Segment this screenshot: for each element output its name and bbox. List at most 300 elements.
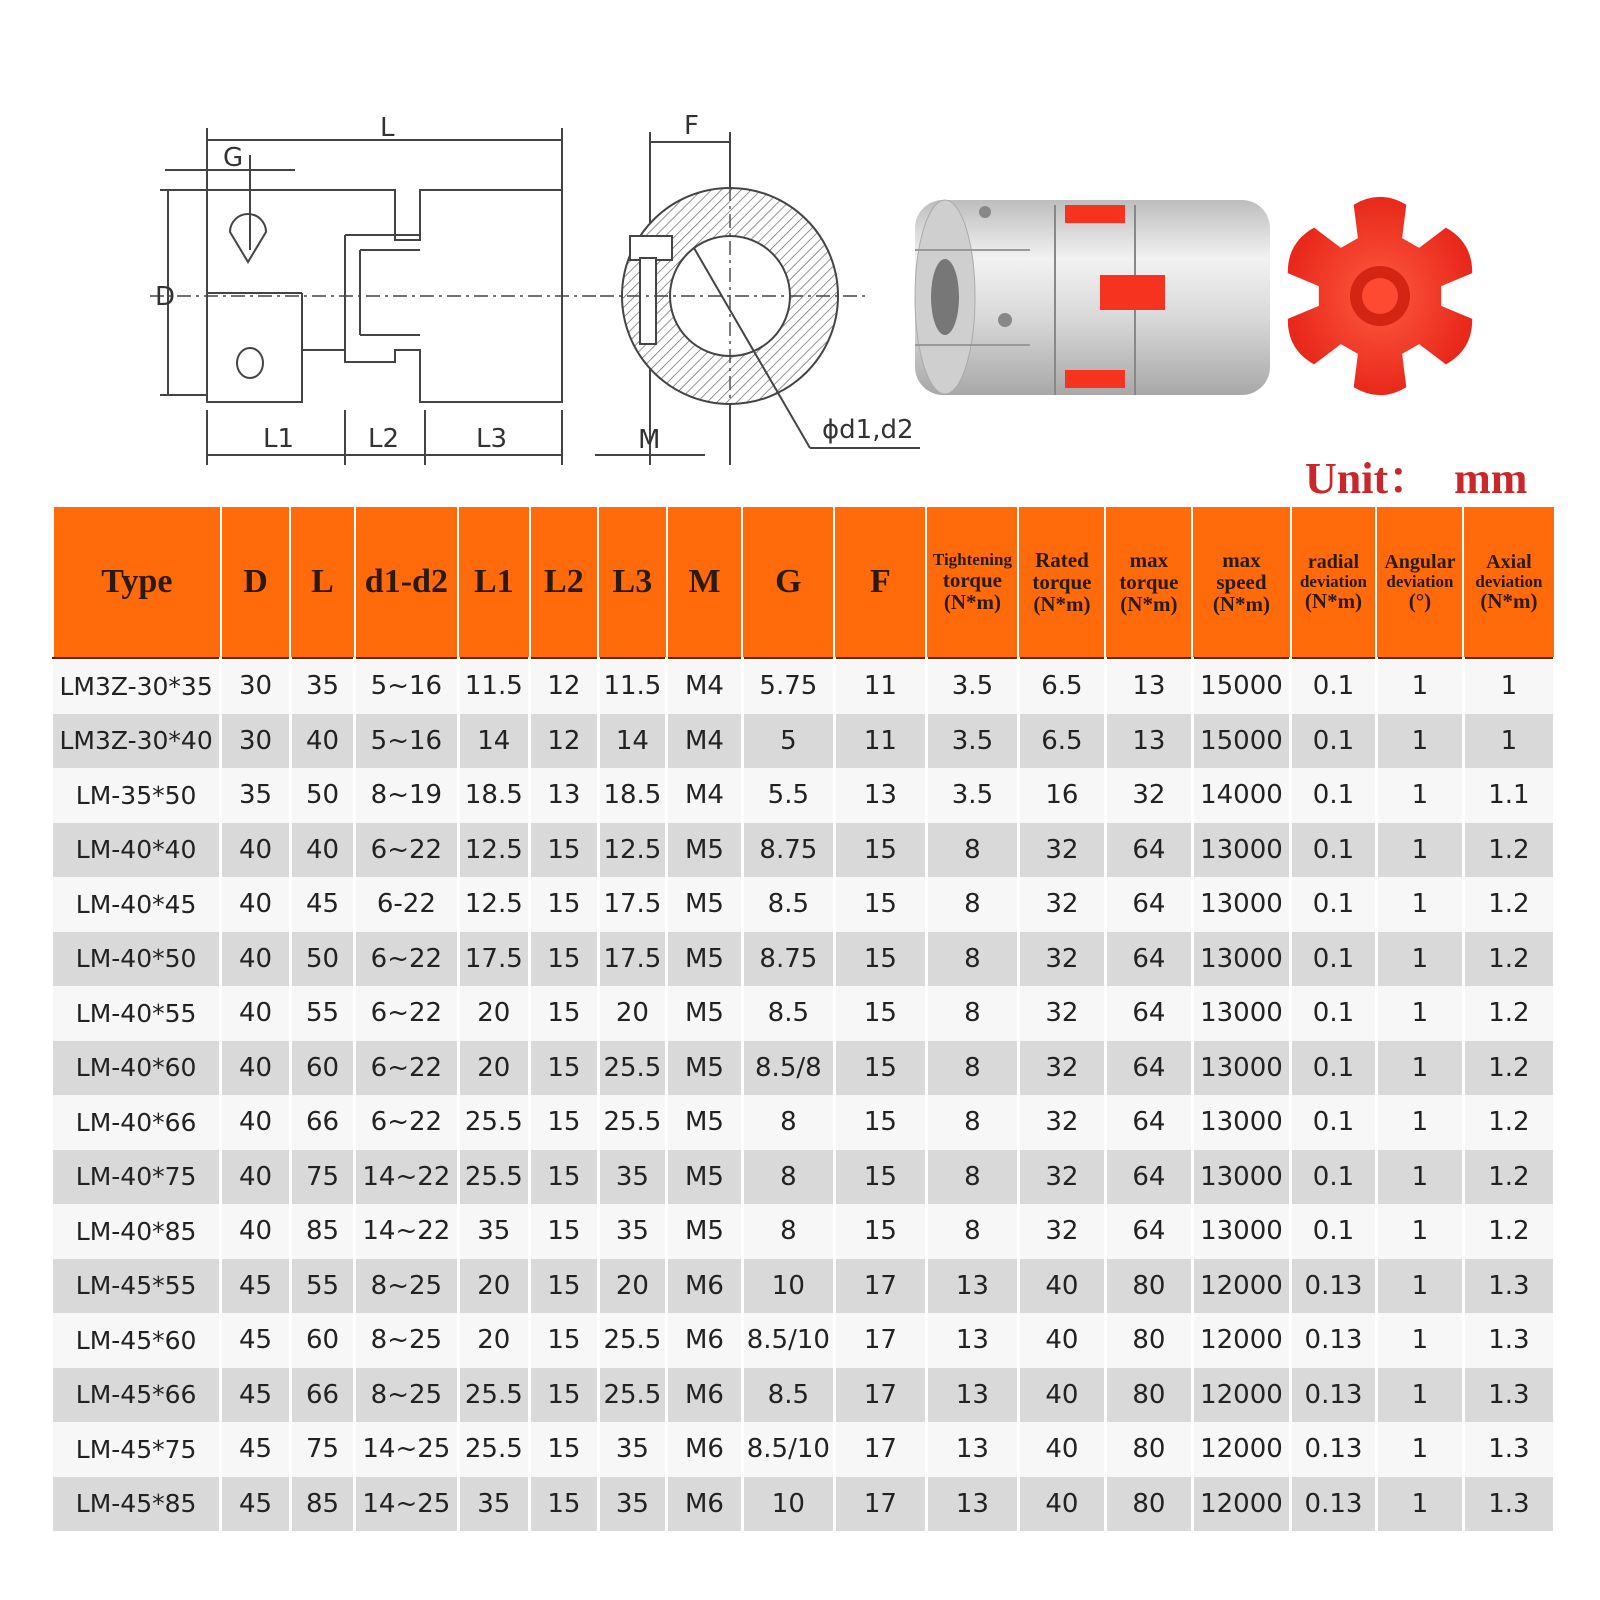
column-header-M [667, 506, 743, 658]
table-cell-L: 35 [290, 658, 354, 714]
table-cell-D: 45 [221, 1477, 291, 1532]
column-header-line: (N*m) [943, 589, 1002, 614]
table-cell-type: LM-45*60 [53, 1313, 221, 1368]
table-cell-maxs: 15000 [1192, 714, 1290, 769]
table-cell-angular: 1 [1376, 1259, 1463, 1314]
table-row [53, 714, 1555, 769]
table-cell-G: 8.5 [742, 877, 834, 932]
table-cell-L2: 12 [530, 714, 599, 769]
table-cell-L3: 25.5 [598, 1313, 667, 1368]
column-header-line: (N*m) [1212, 592, 1271, 617]
table-cell-tight: 8 [926, 1150, 1018, 1205]
table-cell-D: 45 [221, 1313, 291, 1368]
table-cell-F: 15 [834, 1095, 926, 1150]
table-cell-G: 10 [742, 1259, 834, 1314]
table-cell-L1: 14 [458, 714, 530, 769]
table-cell-radial: 0.1 [1291, 658, 1377, 714]
table-cell-maxs: 13000 [1192, 1095, 1290, 1150]
table-cell-type: LM-45*85 [53, 1477, 221, 1532]
column-header-tight [926, 506, 1018, 658]
table-cell-L1: 20 [458, 986, 530, 1041]
table-cell-rated: 16 [1018, 768, 1105, 823]
table-cell-L1: 25.5 [458, 1150, 530, 1205]
table-cell-axial: 1.2 [1463, 1041, 1554, 1096]
table-row [53, 823, 1555, 878]
table-cell-maxt: 64 [1105, 1041, 1192, 1096]
table-cell-rated: 40 [1018, 1313, 1105, 1368]
table-cell-d1d2: 6~22 [355, 986, 458, 1041]
table-row [53, 877, 1555, 932]
table-cell-tight: 8 [926, 1041, 1018, 1096]
table-cell-type: LM-40*50 [53, 932, 221, 987]
table-header-row [53, 506, 1555, 658]
table-cell-radial: 0.1 [1291, 823, 1377, 878]
table-cell-L2: 15 [530, 1368, 599, 1423]
table-cell-axial: 1.2 [1463, 877, 1554, 932]
table-cell-maxt: 80 [1105, 1259, 1192, 1314]
table-cell-L: 75 [290, 1150, 354, 1205]
table-cell-d1d2: 5~16 [355, 658, 458, 714]
column-header-maxs [1192, 506, 1290, 658]
table-cell-type: LM-40*60 [53, 1041, 221, 1096]
table-cell-axial: 1 [1463, 714, 1554, 769]
table-cell-tight: 3.5 [926, 658, 1018, 714]
table-cell-radial: 0.1 [1291, 932, 1377, 987]
table-cell-maxt: 64 [1105, 1095, 1192, 1150]
table-cell-tight: 13 [926, 1422, 1018, 1477]
table-cell-angular: 1 [1376, 1095, 1463, 1150]
table-cell-maxt: 64 [1105, 932, 1192, 987]
table-cell-D: 40 [221, 1041, 291, 1096]
table-cell-maxs: 13000 [1192, 1041, 1290, 1096]
table-cell-L3: 25.5 [598, 1041, 667, 1096]
table-cell-axial: 1.2 [1463, 986, 1554, 1041]
table-cell-type: LM-45*66 [53, 1368, 221, 1423]
table-cell-type: LM-45*75 [53, 1422, 221, 1477]
table-cell-L3: 35 [598, 1150, 667, 1205]
table-cell-axial: 1.1 [1463, 768, 1554, 823]
table-cell-maxt: 64 [1105, 877, 1192, 932]
table-cell-maxs: 13000 [1192, 1204, 1290, 1259]
table-cell-axial: 1.2 [1463, 932, 1554, 987]
table-cell-M: M5 [667, 1204, 743, 1259]
table-cell-angular: 1 [1376, 932, 1463, 987]
column-header-line: (N*m) [1033, 592, 1091, 617]
table-cell-radial: 0.13 [1291, 1477, 1377, 1532]
table-cell-maxs: 13000 [1192, 877, 1290, 932]
table-cell-F: 11 [834, 714, 926, 769]
table-cell-M: M5 [667, 1150, 743, 1205]
table-cell-maxt: 32 [1105, 768, 1192, 823]
column-header-label: M [688, 563, 721, 601]
table-cell-axial: 1.3 [1463, 1259, 1554, 1314]
table-cell-D: 40 [221, 932, 291, 987]
table-cell-L: 40 [290, 714, 354, 769]
table-cell-type: LM3Z-30*35 [53, 658, 221, 714]
table-cell-maxs: 13000 [1192, 986, 1290, 1041]
column-header-F [834, 506, 926, 658]
table-cell-L2: 15 [530, 1150, 599, 1205]
table-cell-L3: 17.5 [598, 877, 667, 932]
table-cell-rated: 6.5 [1018, 658, 1105, 714]
table-cell-L: 85 [290, 1204, 354, 1259]
column-header-line: Tightening [932, 550, 1012, 570]
table-cell-G: 8.5/8 [742, 1041, 834, 1096]
table-cell-G: 8 [742, 1095, 834, 1150]
table-cell-D: 40 [221, 1204, 291, 1259]
table-cell-maxs: 14000 [1192, 768, 1290, 823]
table-cell-maxt: 64 [1105, 823, 1192, 878]
table-cell-L1: 11.5 [458, 658, 530, 714]
table-cell-radial: 0.1 [1291, 986, 1377, 1041]
table-cell-tight: 8 [926, 823, 1018, 878]
table-cell-L2: 15 [530, 1095, 599, 1150]
table-cell-rated: 32 [1018, 1204, 1105, 1259]
table-cell-G: 8.5/10 [742, 1422, 834, 1477]
table-cell-tight: 13 [926, 1368, 1018, 1423]
table-row [53, 658, 1555, 714]
table-cell-L2: 15 [530, 823, 599, 878]
table-cell-angular: 1 [1376, 1368, 1463, 1423]
table-cell-maxt: 64 [1105, 1150, 1192, 1205]
table-cell-L: 45 [290, 877, 354, 932]
table-cell-L: 40 [290, 823, 354, 878]
table-cell-L1: 18.5 [458, 768, 530, 823]
table-cell-maxs: 12000 [1192, 1368, 1290, 1423]
table-cell-L3: 14 [598, 714, 667, 769]
table-cell-maxs: 12000 [1192, 1477, 1290, 1532]
table-cell-L: 60 [290, 1313, 354, 1368]
table-cell-maxs: 13000 [1192, 932, 1290, 987]
table-cell-M: M6 [667, 1422, 743, 1477]
table-cell-G: 8.5/10 [742, 1313, 834, 1368]
table-cell-maxs: 12000 [1192, 1259, 1290, 1314]
table-cell-d1d2: 8~19 [355, 768, 458, 823]
dim-label-M: M [638, 425, 661, 455]
table-cell-angular: 1 [1376, 986, 1463, 1041]
table-cell-rated: 32 [1018, 877, 1105, 932]
table-cell-L1: 20 [458, 1313, 530, 1368]
table-cell-F: 13 [834, 768, 926, 823]
table-cell-F: 17 [834, 1368, 926, 1423]
table-cell-radial: 0.13 [1291, 1422, 1377, 1477]
table-cell-M: M5 [667, 1041, 743, 1096]
table-cell-axial: 1.3 [1463, 1368, 1554, 1423]
table-cell-tight: 3.5 [926, 768, 1018, 823]
table-cell-rated: 6.5 [1018, 714, 1105, 769]
table-cell-tight: 8 [926, 986, 1018, 1041]
column-header-line: radial [1307, 550, 1360, 573]
table-cell-type: LM-40*45 [53, 877, 221, 932]
column-header-line: (N*m) [1480, 589, 1538, 614]
table-cell-M: M5 [667, 1095, 743, 1150]
table-cell-D: 40 [221, 823, 291, 878]
table-cell-M: M4 [667, 658, 743, 714]
table-cell-F: 15 [834, 932, 926, 987]
table-cell-angular: 1 [1376, 1041, 1463, 1096]
table-cell-M: M5 [667, 823, 743, 878]
table-row [53, 1313, 1555, 1368]
column-header-line: deviation [1299, 571, 1368, 591]
table-cell-maxs: 12000 [1192, 1313, 1290, 1368]
table-row [53, 768, 1555, 823]
table-cell-maxt: 80 [1105, 1368, 1192, 1423]
table-cell-L3: 12.5 [598, 823, 667, 878]
dim-label-L3: L3 [476, 424, 508, 454]
table-cell-L1: 25.5 [458, 1422, 530, 1477]
table-cell-L1: 35 [458, 1204, 530, 1259]
table-cell-D: 40 [221, 986, 291, 1041]
table-cell-F: 15 [834, 1150, 926, 1205]
table-cell-angular: 1 [1376, 768, 1463, 823]
table-cell-radial: 0.1 [1291, 714, 1377, 769]
table-cell-axial: 1.2 [1463, 1095, 1554, 1150]
column-header-line: torque [1119, 569, 1179, 594]
table-cell-d1d2: 5~16 [355, 714, 458, 769]
table-cell-M: M6 [667, 1368, 743, 1423]
table-cell-maxt: 80 [1105, 1477, 1192, 1532]
table-cell-M: M5 [667, 877, 743, 932]
coupling-photo [915, 200, 1270, 395]
column-header-line: (N*m) [1304, 589, 1363, 614]
table-cell-radial: 0.1 [1291, 1150, 1377, 1205]
specification-table [52, 505, 1556, 1531]
table-cell-type: LM-40*85 [53, 1204, 221, 1259]
table-cell-radial: 0.13 [1291, 1259, 1377, 1314]
table-cell-angular: 1 [1376, 1313, 1463, 1368]
table-cell-L3: 18.5 [598, 768, 667, 823]
table-cell-D: 45 [221, 1259, 291, 1314]
table-cell-maxs: 13000 [1192, 823, 1290, 878]
column-header-line: max [1129, 547, 1169, 572]
table-cell-type: LM-40*75 [53, 1150, 221, 1205]
table-cell-L3: 20 [598, 1259, 667, 1314]
table-row [53, 1422, 1555, 1477]
table-row [53, 1259, 1555, 1314]
technical-drawing [0, 0, 1600, 480]
table-cell-L: 50 [290, 768, 354, 823]
table-cell-L3: 17.5 [598, 932, 667, 987]
table-cell-G: 8 [742, 1150, 834, 1205]
table-cell-L2: 12 [530, 658, 599, 714]
column-header-line: max [1222, 547, 1261, 572]
column-header-line: torque [1032, 569, 1092, 594]
table-cell-L1: 20 [458, 1259, 530, 1314]
column-header-label: G [775, 563, 802, 601]
column-header-label: d1-d2 [364, 563, 448, 601]
column-header-line: deviation [1475, 571, 1543, 591]
column-header-line: deviation [1386, 571, 1454, 591]
table-cell-axial: 1.3 [1463, 1477, 1554, 1532]
table-cell-G: 5 [742, 714, 834, 769]
column-header-D [221, 506, 291, 658]
table-cell-type: LM-40*40 [53, 823, 221, 878]
table-cell-axial: 1 [1463, 658, 1554, 714]
table-cell-rated: 32 [1018, 986, 1105, 1041]
table-cell-M: M4 [667, 768, 743, 823]
table-cell-L: 66 [290, 1368, 354, 1423]
column-header-line: torque [942, 567, 1002, 592]
table-cell-L2: 15 [530, 1422, 599, 1477]
table-cell-type: LM-40*55 [53, 986, 221, 1041]
table-cell-M: M5 [667, 932, 743, 987]
column-header-label: F [870, 563, 891, 601]
table-cell-F: 15 [834, 986, 926, 1041]
table-row [53, 986, 1555, 1041]
table-cell-L2: 15 [530, 932, 599, 987]
table-cell-L3: 35 [598, 1477, 667, 1532]
table-cell-maxt: 80 [1105, 1422, 1192, 1477]
table-cell-d1d2: 6~22 [355, 823, 458, 878]
table-cell-G: 8 [742, 1204, 834, 1259]
table-cell-d1d2: 14~25 [355, 1477, 458, 1532]
table-cell-D: 40 [221, 1095, 291, 1150]
table-cell-type: LM3Z-30*40 [53, 714, 221, 769]
unit-label: Unit： mm [1305, 454, 1528, 503]
table-cell-L: 50 [290, 932, 354, 987]
column-header-maxt [1105, 506, 1192, 658]
table-cell-rated: 32 [1018, 823, 1105, 878]
table-cell-L: 66 [290, 1095, 354, 1150]
table-row [53, 1041, 1555, 1096]
table-cell-L3: 35 [598, 1422, 667, 1477]
table-cell-rated: 32 [1018, 1095, 1105, 1150]
column-header-label: L2 [544, 563, 584, 601]
table-row [53, 1204, 1555, 1259]
table-cell-L2: 15 [530, 877, 599, 932]
table-cell-angular: 1 [1376, 823, 1463, 878]
table-cell-G: 10 [742, 1477, 834, 1532]
table-cell-d1d2: 6-22 [355, 877, 458, 932]
table-cell-L: 75 [290, 1422, 354, 1477]
column-header-L3 [598, 506, 667, 658]
table-cell-d1d2: 8~25 [355, 1313, 458, 1368]
table-cell-tight: 13 [926, 1477, 1018, 1532]
table-cell-L2: 15 [530, 1041, 599, 1096]
table-cell-rated: 40 [1018, 1368, 1105, 1423]
table-cell-radial: 0.1 [1291, 768, 1377, 823]
table-cell-tight: 8 [926, 1095, 1018, 1150]
dim-label-D: D [155, 282, 176, 312]
table-cell-L3: 25.5 [598, 1095, 667, 1150]
table-cell-maxs: 15000 [1192, 658, 1290, 714]
column-header-label: L1 [473, 563, 514, 601]
table-cell-F: 17 [834, 1477, 926, 1532]
table-cell-M: M5 [667, 986, 743, 1041]
table-cell-maxt: 80 [1105, 1313, 1192, 1368]
column-header-rated [1018, 506, 1105, 658]
table-cell-type: LM-45*55 [53, 1259, 221, 1314]
table-cell-L2: 15 [530, 1313, 599, 1368]
table-cell-radial: 0.13 [1291, 1368, 1377, 1423]
table-cell-maxs: 12000 [1192, 1422, 1290, 1477]
table-cell-L1: 25.5 [458, 1368, 530, 1423]
table-cell-maxs: 13000 [1192, 1150, 1290, 1205]
side-view-drawing [150, 128, 600, 465]
dim-label-L1: L1 [263, 424, 295, 454]
table-cell-type: LM-35*50 [53, 768, 221, 823]
table-cell-L1: 12.5 [458, 877, 530, 932]
column-header-L1 [458, 506, 530, 658]
table-cell-M: M6 [667, 1477, 743, 1532]
column-header-d1d2 [355, 506, 458, 658]
dim-label-F: F [684, 111, 699, 141]
column-header-type [53, 506, 221, 658]
spider-insert-photo [1288, 197, 1472, 395]
table-cell-axial: 1.2 [1463, 823, 1554, 878]
dim-label-bore: ϕd1,d2 [822, 415, 914, 445]
dim-label-L: L [380, 113, 395, 143]
table-cell-d1d2: 8~25 [355, 1368, 458, 1423]
table-cell-L1: 17.5 [458, 932, 530, 987]
table-cell-radial: 0.13 [1291, 1313, 1377, 1368]
table-cell-L2: 15 [530, 1477, 599, 1532]
table-cell-L2: 15 [530, 986, 599, 1041]
table-cell-L3: 11.5 [598, 658, 667, 714]
table-cell-L1: 20 [458, 1041, 530, 1096]
table-cell-axial: 1.3 [1463, 1313, 1554, 1368]
table-row [53, 1150, 1555, 1205]
table-cell-angular: 1 [1376, 1477, 1463, 1532]
table-cell-angular: 1 [1376, 714, 1463, 769]
table-cell-maxt: 64 [1105, 1204, 1192, 1259]
column-header-line: (°) [1408, 589, 1432, 614]
table-cell-axial: 1.3 [1463, 1422, 1554, 1477]
table-cell-radial: 0.1 [1291, 1041, 1377, 1096]
column-header-axial [1463, 506, 1554, 658]
table-cell-radial: 0.1 [1291, 877, 1377, 932]
table-cell-angular: 1 [1376, 1422, 1463, 1477]
table-cell-L2: 15 [530, 1204, 599, 1259]
column-header-line: Axial [1486, 550, 1532, 573]
table-cell-F: 15 [834, 1204, 926, 1259]
table-cell-rated: 32 [1018, 1150, 1105, 1205]
table-cell-F: 17 [834, 1313, 926, 1368]
table-row [53, 1477, 1555, 1532]
table-cell-maxt: 13 [1105, 714, 1192, 769]
table-cell-M: M6 [667, 1313, 743, 1368]
table-cell-L: 55 [290, 1259, 354, 1314]
table-cell-d1d2: 6~22 [355, 932, 458, 987]
table-cell-L3: 20 [598, 986, 667, 1041]
table-cell-G: 5.5 [742, 768, 834, 823]
table-cell-angular: 1 [1376, 1204, 1463, 1259]
column-header-L2 [530, 506, 599, 658]
table-cell-angular: 1 [1376, 877, 1463, 932]
table-cell-F: 15 [834, 1041, 926, 1096]
table-cell-L3: 35 [598, 1204, 667, 1259]
table-cell-F: 11 [834, 658, 926, 714]
table-cell-G: 8.75 [742, 823, 834, 878]
table-cell-type: LM-40*66 [53, 1095, 221, 1150]
table-cell-M: M6 [667, 1259, 743, 1314]
table-cell-d1d2: 6~22 [355, 1095, 458, 1150]
column-header-line: Rated [1035, 547, 1089, 572]
table-cell-tight: 13 [926, 1259, 1018, 1314]
table-cell-L: 60 [290, 1041, 354, 1096]
table-cell-rated: 40 [1018, 1259, 1105, 1314]
column-header-label: D [243, 563, 268, 601]
table-cell-axial: 1.2 [1463, 1204, 1554, 1259]
column-header-G [742, 506, 834, 658]
table-row [53, 1095, 1555, 1150]
table-cell-D: 30 [221, 714, 291, 769]
table-cell-G: 8.5 [742, 986, 834, 1041]
column-header-line: speed [1216, 569, 1267, 594]
table-cell-tight: 8 [926, 877, 1018, 932]
table-cell-d1d2: 8~25 [355, 1259, 458, 1314]
table-cell-rated: 32 [1018, 932, 1105, 987]
